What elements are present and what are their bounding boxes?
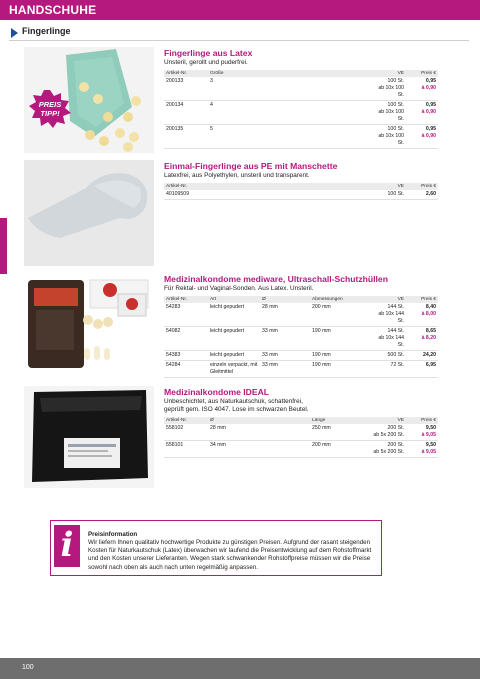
side-register-tab bbox=[0, 218, 7, 274]
bulk-price-value: à 9,05 bbox=[421, 449, 436, 456]
product-description: geprüft gem. ISO 4047. Lose im schwarzen Beutel. bbox=[164, 406, 309, 414]
cell-col2 bbox=[260, 101, 310, 125]
info-text: Wir liefern Ihnen qualitativ hochwertige Produkte zu günstigen Preisen. Aufgrund der rasant steigenden Kosten für Naturkautschuk (Latex) überwachen wir laufend die Preisentwicklung auf dem Rohstoffmarkt und den Kosten unserer Lieferanten. Wegen stark schwankender Rohstoffpreise müssen wir die Preise sowohl nach oben als auch nach unten regelmäßig anpassen. bbox=[88, 539, 372, 571]
cell-col2 bbox=[260, 441, 310, 458]
price-cell bbox=[406, 101, 438, 125]
product-block-pe-fingerlings bbox=[164, 161, 438, 200]
product-title: Fingerlinge aus Latex bbox=[164, 48, 253, 58]
cell-col3: 190 mm bbox=[310, 361, 370, 378]
unit-text: ab 10x 144 St. bbox=[378, 311, 404, 325]
cell-col3: 190 mm bbox=[310, 351, 370, 361]
product-description: Für Rektal- und Vaginal-Sonden. Aus Latex. Unsteril. bbox=[164, 285, 314, 292]
product-title: Einmal-Fingerlinge aus PE mit Manschette bbox=[164, 161, 338, 171]
column-header: VE bbox=[370, 296, 406, 303]
price-cell bbox=[406, 77, 438, 101]
column-header: Preis € bbox=[406, 417, 438, 424]
product-title: Medizinalkondome IDEAL bbox=[164, 387, 270, 397]
price-value: 8,65 bbox=[425, 328, 436, 335]
price-table bbox=[164, 296, 438, 378]
section-heading bbox=[9, 25, 469, 41]
cell-col3: 190 mm bbox=[310, 327, 370, 351]
unit-cell bbox=[370, 101, 406, 125]
column-header: Ø bbox=[260, 296, 310, 303]
table-header-row bbox=[164, 296, 438, 303]
table-row bbox=[164, 303, 438, 327]
bulk-price-value: à 8,20 bbox=[421, 335, 436, 342]
unit-cell bbox=[370, 303, 406, 327]
product-title: Medizinalkondome mediware, Ultraschall-Schutzhüllen bbox=[164, 274, 388, 284]
article-number: 200134 bbox=[164, 101, 208, 125]
unit-cell bbox=[370, 361, 406, 378]
product-block-ideal-condoms bbox=[164, 387, 438, 458]
table-row bbox=[164, 101, 438, 125]
column-header bbox=[260, 183, 310, 190]
column-header: Artikel-Nr. bbox=[164, 70, 208, 77]
info-title: Preisinformation bbox=[88, 531, 138, 538]
cell-col3 bbox=[310, 101, 370, 125]
cell-col2: 28 mm bbox=[260, 303, 310, 327]
cell-col1: leicht gepudert bbox=[208, 303, 260, 327]
unit-cell bbox=[370, 351, 406, 361]
product-image-mediware-condoms bbox=[24, 274, 154, 380]
table-row bbox=[164, 327, 438, 351]
unit-text: 100 St. bbox=[387, 126, 404, 133]
table-row bbox=[164, 424, 438, 441]
column-header: Preis € bbox=[406, 183, 438, 190]
cell-col3: 200 mm bbox=[310, 441, 370, 458]
price-value: 24,20 bbox=[423, 352, 436, 359]
column-header: Artikel-Nr. bbox=[164, 183, 208, 190]
cell-col1 bbox=[208, 190, 260, 200]
page-number: 100 bbox=[22, 664, 34, 671]
article-number: 200133 bbox=[164, 77, 208, 101]
cell-col1: einzeln verpackt, mit Gleitmittel bbox=[208, 361, 260, 378]
column-header: Artikel-Nr. bbox=[164, 417, 208, 424]
article-number: 200135 bbox=[164, 125, 208, 149]
page-category-title: HANDSCHUHE bbox=[9, 3, 97, 17]
cell-col3 bbox=[310, 77, 370, 101]
product-description: Unbeschichtet, aus Naturkautschuk, schattenfrei, bbox=[164, 398, 303, 405]
column-header: Länge bbox=[310, 417, 370, 424]
unit-text: ab 5x 200 St. bbox=[373, 432, 404, 439]
product-image-ideal-condoms bbox=[24, 386, 154, 488]
article-number: 40109509 bbox=[164, 190, 208, 200]
article-number: 54383 bbox=[164, 351, 208, 361]
price-value: 9,50 bbox=[425, 425, 436, 432]
unit-text: 144 St. bbox=[387, 328, 404, 335]
column-header bbox=[310, 70, 370, 77]
table-header-row bbox=[164, 183, 438, 190]
price-value: 8,40 bbox=[425, 304, 436, 311]
cell-col1: 28 mm bbox=[208, 424, 260, 441]
product-block-latex-fingerlings bbox=[164, 48, 438, 149]
info-icon: i bbox=[54, 525, 80, 567]
price-info-box bbox=[50, 520, 382, 576]
unit-text: ab 10x 100 St. bbox=[378, 109, 404, 123]
price-cell bbox=[406, 327, 438, 351]
section-title: Fingerlinge bbox=[22, 26, 71, 36]
column-header: Größe bbox=[208, 70, 260, 77]
price-table bbox=[164, 417, 438, 458]
column-header: Preis € bbox=[406, 296, 438, 303]
article-number: 54284 bbox=[164, 361, 208, 378]
column-header bbox=[260, 70, 310, 77]
column-header bbox=[260, 417, 310, 424]
bulk-price-value: à 9,05 bbox=[421, 432, 436, 439]
unit-text: ab 10x 100 St. bbox=[378, 85, 404, 99]
unit-cell bbox=[370, 441, 406, 458]
bulk-price-value: à 0,90 bbox=[421, 109, 436, 116]
price-cell bbox=[406, 303, 438, 327]
price-value: 0,95 bbox=[425, 78, 436, 85]
header-bar bbox=[0, 0, 480, 20]
cell-col2: 33 mm bbox=[260, 327, 310, 351]
price-table bbox=[164, 183, 438, 200]
cell-col3: 200 mm bbox=[310, 303, 370, 327]
price-cell bbox=[406, 125, 438, 149]
cell-col3 bbox=[310, 125, 370, 149]
product-block-mediware-condoms bbox=[164, 274, 438, 378]
unit-text: ab 10x 100 St. bbox=[378, 133, 404, 147]
price-tip-badge-icon bbox=[29, 90, 71, 128]
product-description: Latexfrei, aus Polyethylen, unsteril und transparent. bbox=[164, 172, 310, 179]
price-value: 6,95 bbox=[425, 362, 436, 369]
cell-col2 bbox=[260, 77, 310, 101]
bulk-price-value: à 8,00 bbox=[421, 311, 436, 318]
cell-col2 bbox=[260, 190, 310, 200]
price-value: 9,50 bbox=[425, 442, 436, 449]
bulk-price-value: à 0,90 bbox=[421, 85, 436, 92]
cell-col1: leicht gepudert bbox=[208, 327, 260, 351]
unit-text: ab 10x 144 St. bbox=[378, 335, 404, 349]
table-row bbox=[164, 361, 438, 378]
product-image-pe-fingerling bbox=[24, 160, 154, 266]
price-cell bbox=[406, 361, 438, 378]
column-header: VE bbox=[370, 70, 406, 77]
table-row bbox=[164, 77, 438, 101]
article-number: 558102 bbox=[164, 424, 208, 441]
unit-text: ab 5x 200 St. bbox=[373, 449, 404, 456]
unit-cell bbox=[370, 190, 406, 200]
cell-col2 bbox=[260, 424, 310, 441]
column-header: Artikel-Nr. bbox=[164, 296, 208, 303]
footer-bar bbox=[0, 658, 480, 679]
price-cell bbox=[406, 424, 438, 441]
unit-cell bbox=[370, 424, 406, 441]
bulk-price-value: à 0,90 bbox=[421, 133, 436, 140]
price-cell bbox=[406, 351, 438, 361]
table-header-row bbox=[164, 417, 438, 424]
column-header: Abmessungen bbox=[310, 296, 370, 303]
column-header: VE bbox=[370, 417, 406, 424]
cell-col3 bbox=[310, 190, 370, 200]
unit-text: 100 St. bbox=[387, 102, 404, 109]
table-row bbox=[164, 190, 438, 200]
unit-text: 72 St. bbox=[390, 362, 404, 369]
table-row bbox=[164, 441, 438, 458]
price-table bbox=[164, 70, 438, 149]
unit-cell bbox=[370, 125, 406, 149]
cell-col3: 250 mm bbox=[310, 424, 370, 441]
triangle-arrow-icon bbox=[11, 28, 18, 38]
cell-col1: 3 bbox=[208, 77, 260, 101]
unit-text: 100 St. bbox=[387, 191, 404, 198]
cell-col2: 33 mm bbox=[260, 361, 310, 378]
unit-text: 200 St. bbox=[387, 442, 404, 449]
unit-text: 500 St. bbox=[387, 352, 404, 359]
column-header: Art bbox=[208, 296, 260, 303]
price-cell bbox=[406, 190, 438, 200]
cell-col1: 4 bbox=[208, 101, 260, 125]
cell-col1: 5 bbox=[208, 125, 260, 149]
unit-text: 200 St. bbox=[387, 425, 404, 432]
column-header: VE bbox=[370, 183, 406, 190]
price-value: 0,95 bbox=[425, 126, 436, 133]
price-value: 0,95 bbox=[425, 102, 436, 109]
unit-cell bbox=[370, 77, 406, 101]
cell-col1: 34 mm bbox=[208, 441, 260, 458]
cell-col2: 33 mm bbox=[260, 351, 310, 361]
cell-col1: leicht gepudert bbox=[208, 351, 260, 361]
unit-text: 144 St. bbox=[387, 304, 404, 311]
price-value: 2,60 bbox=[425, 191, 436, 198]
column-header bbox=[208, 183, 260, 190]
unit-text: 100 St. bbox=[387, 78, 404, 85]
table-row bbox=[164, 125, 438, 149]
table-header-row bbox=[164, 70, 438, 77]
badge-line2: TIPP! bbox=[40, 109, 60, 118]
badge-line1: PREIS bbox=[38, 100, 62, 109]
column-header: Ø bbox=[208, 417, 260, 424]
cell-col2 bbox=[260, 125, 310, 149]
price-cell bbox=[406, 441, 438, 458]
unit-cell bbox=[370, 327, 406, 351]
table-row bbox=[164, 351, 438, 361]
column-header bbox=[310, 183, 370, 190]
column-header: Preis € bbox=[406, 70, 438, 77]
article-number: 558101 bbox=[164, 441, 208, 458]
article-number: 54283 bbox=[164, 303, 208, 327]
article-number: 54082 bbox=[164, 327, 208, 351]
product-description: Unsteril, gerollt und puderfrei. bbox=[164, 59, 248, 66]
